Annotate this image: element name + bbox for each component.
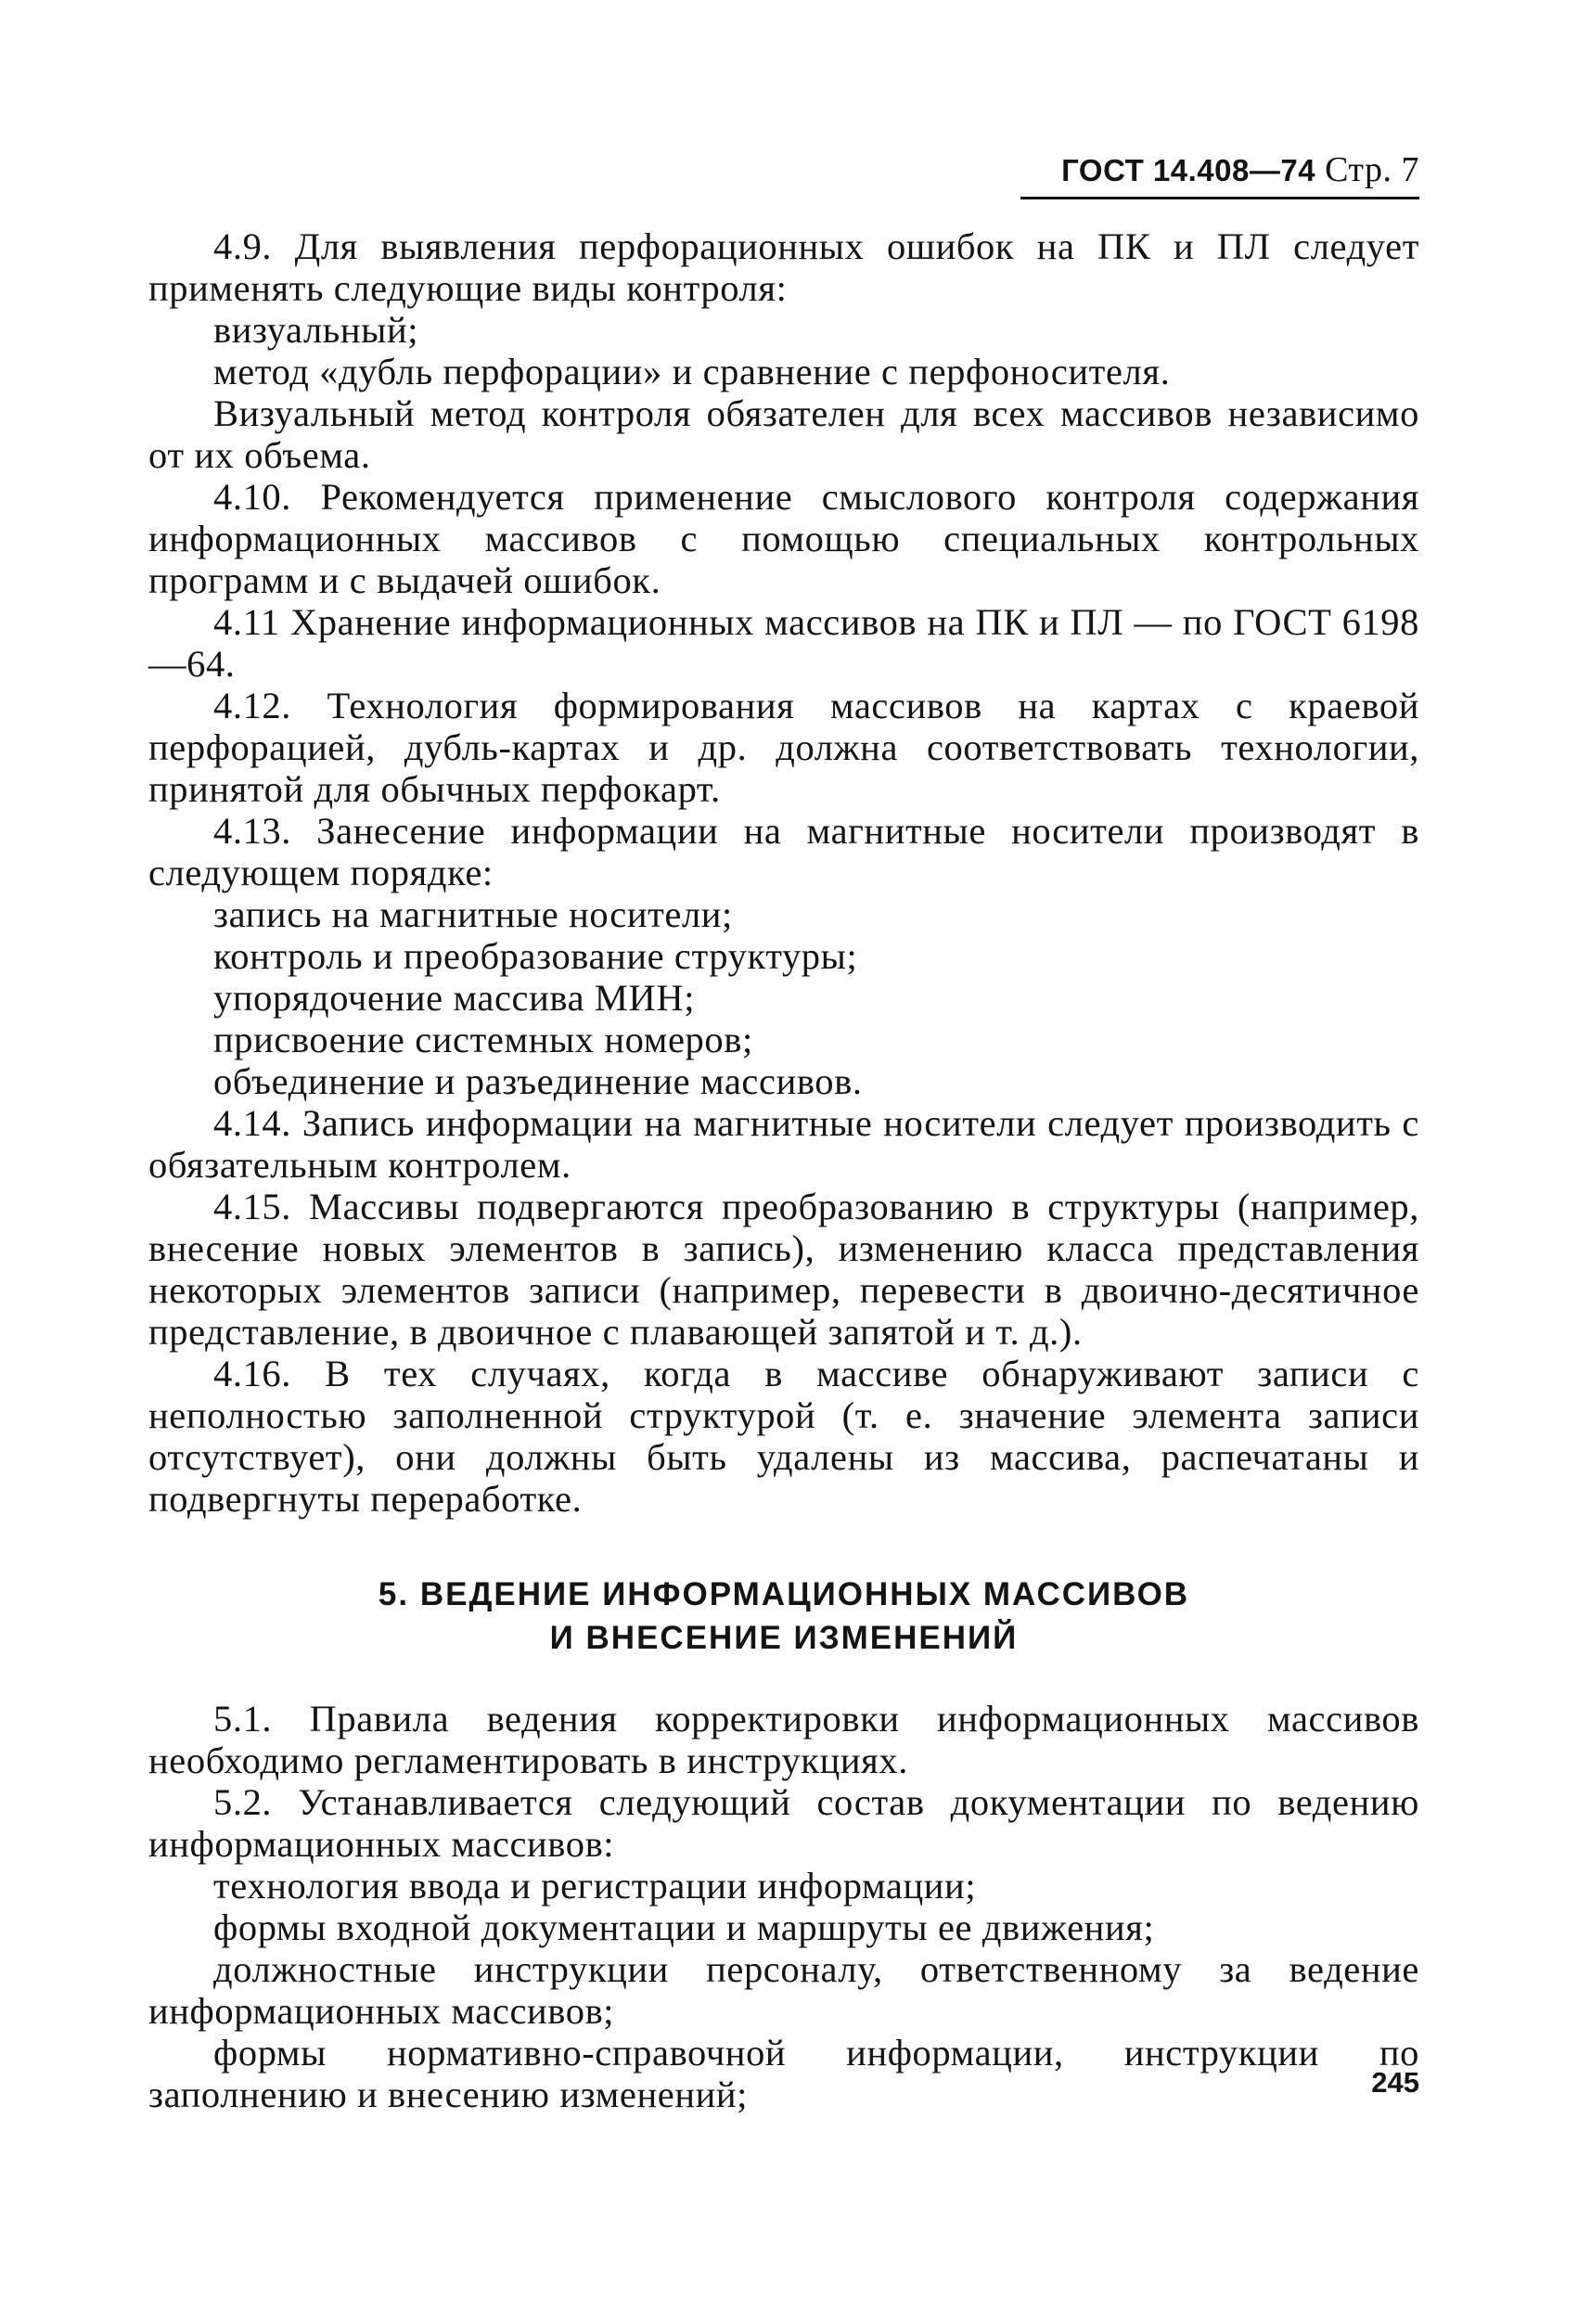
paragraph-4-12: 4.12. Технология формирования массивов на картах с краевой перфорацией, дубль-картах и др. должна соответствовать технологии, принятой для обычных перфокарт. [148,685,1419,810]
list-item: упорядочение массива МИН; [213,977,696,1019]
section-title-line: 5. ВЕДЕНИЕ ИНФОРМАЦИОННЫХ МАССИВОВ [378,1576,1190,1612]
list-item: метод «дубль перфорации» и сравнение с перфоносителя. [213,351,1171,392]
list-item: запись на магнитные носители; [213,893,733,935]
list-item: визуальный; [213,309,419,351]
list-item: технология ввода и регистрации информации; [213,1865,977,1907]
list-item: формы входной документации и маршруты ее движения; [213,1907,1155,1948]
header-rule [1020,197,1419,199]
paragraph-4-10: 4.10. Рекомендуется применение смыслового контроля содержания информационных массивов с помощью специальных контрольных программ и с выдачей ошибок. [148,476,1419,601]
paragraph-4-13: 4.13. Занесение информации на магнитные носители производят в следующем порядке: [148,810,1419,893]
paragraph-4-11: 4.11 Хранение информационных массивов на ПК и ПЛ — по ГОСТ 6198—64. [148,601,1419,685]
paragraph-4-14: 4.14. Запись информации на магнитные носители следует производить с обязательным контролем. [148,1102,1419,1186]
list-item: объединение и разъединение массивов. [213,1060,863,1102]
paragraph-5-1: 5.1. Правила ведения корректировки информационных массивов необходимо регламентировать в инструкциях. [148,1698,1419,1781]
page-header [1030,148,1419,192]
section-4-continuation [148,225,1419,1520]
paragraph-4-9: 4.9. Для выявления перфорационных ошибок на ПК и ПЛ следует применять следующие виды контроля: [148,225,1419,309]
page-label: Стр. 7 [1325,150,1419,189]
paragraph-4-15: 4.15. Массивы подвергаются преобразованию в структуры (например, внесение новых элементов в запись), изменению класса представления некоторых элементов записи (например, перевести в двоично-десятичное представление, в двоичное с плавающей запятой и т. д.). [148,1186,1419,1353]
list-item: формы нормативно-справочной информации, инструкции по заполнению и внесению изменений; [148,2032,1419,2115]
section-5-heading [148,1573,1419,1660]
paragraph-4-9-note: Визуальный метод контроля обязателен для всех массивов независимо от их объема. [148,392,1419,476]
list-item: присвоение системных номеров; [213,1019,753,1060]
paragraph-4-16: 4.16. В тех случаях, когда в массиве обнаруживают записи с неполностью заполненной структурой (т. е. значение элемента записи отсутствует), они должны быть удалены из массива, распечатаны и подвергнуты переработке. [148,1353,1419,1520]
page-number: 245 [1371,2066,1419,2099]
section-5-body [148,1698,1419,2115]
list-item: контроль и преобразование структуры; [213,935,858,977]
standard-designation: ГОСТ 14.408—74 [1061,153,1316,187]
section-title-line: И ВНЕСЕНИЕ ИЗМЕНЕНИЙ [549,1620,1019,1656]
list-item: должностные инструкции персоналу, ответственному за ведение информационных массивов; [148,1948,1419,2032]
paragraph-5-2: 5.2. Устанавливается следующий состав документации по ведению информационных массивов: [148,1781,1419,1865]
